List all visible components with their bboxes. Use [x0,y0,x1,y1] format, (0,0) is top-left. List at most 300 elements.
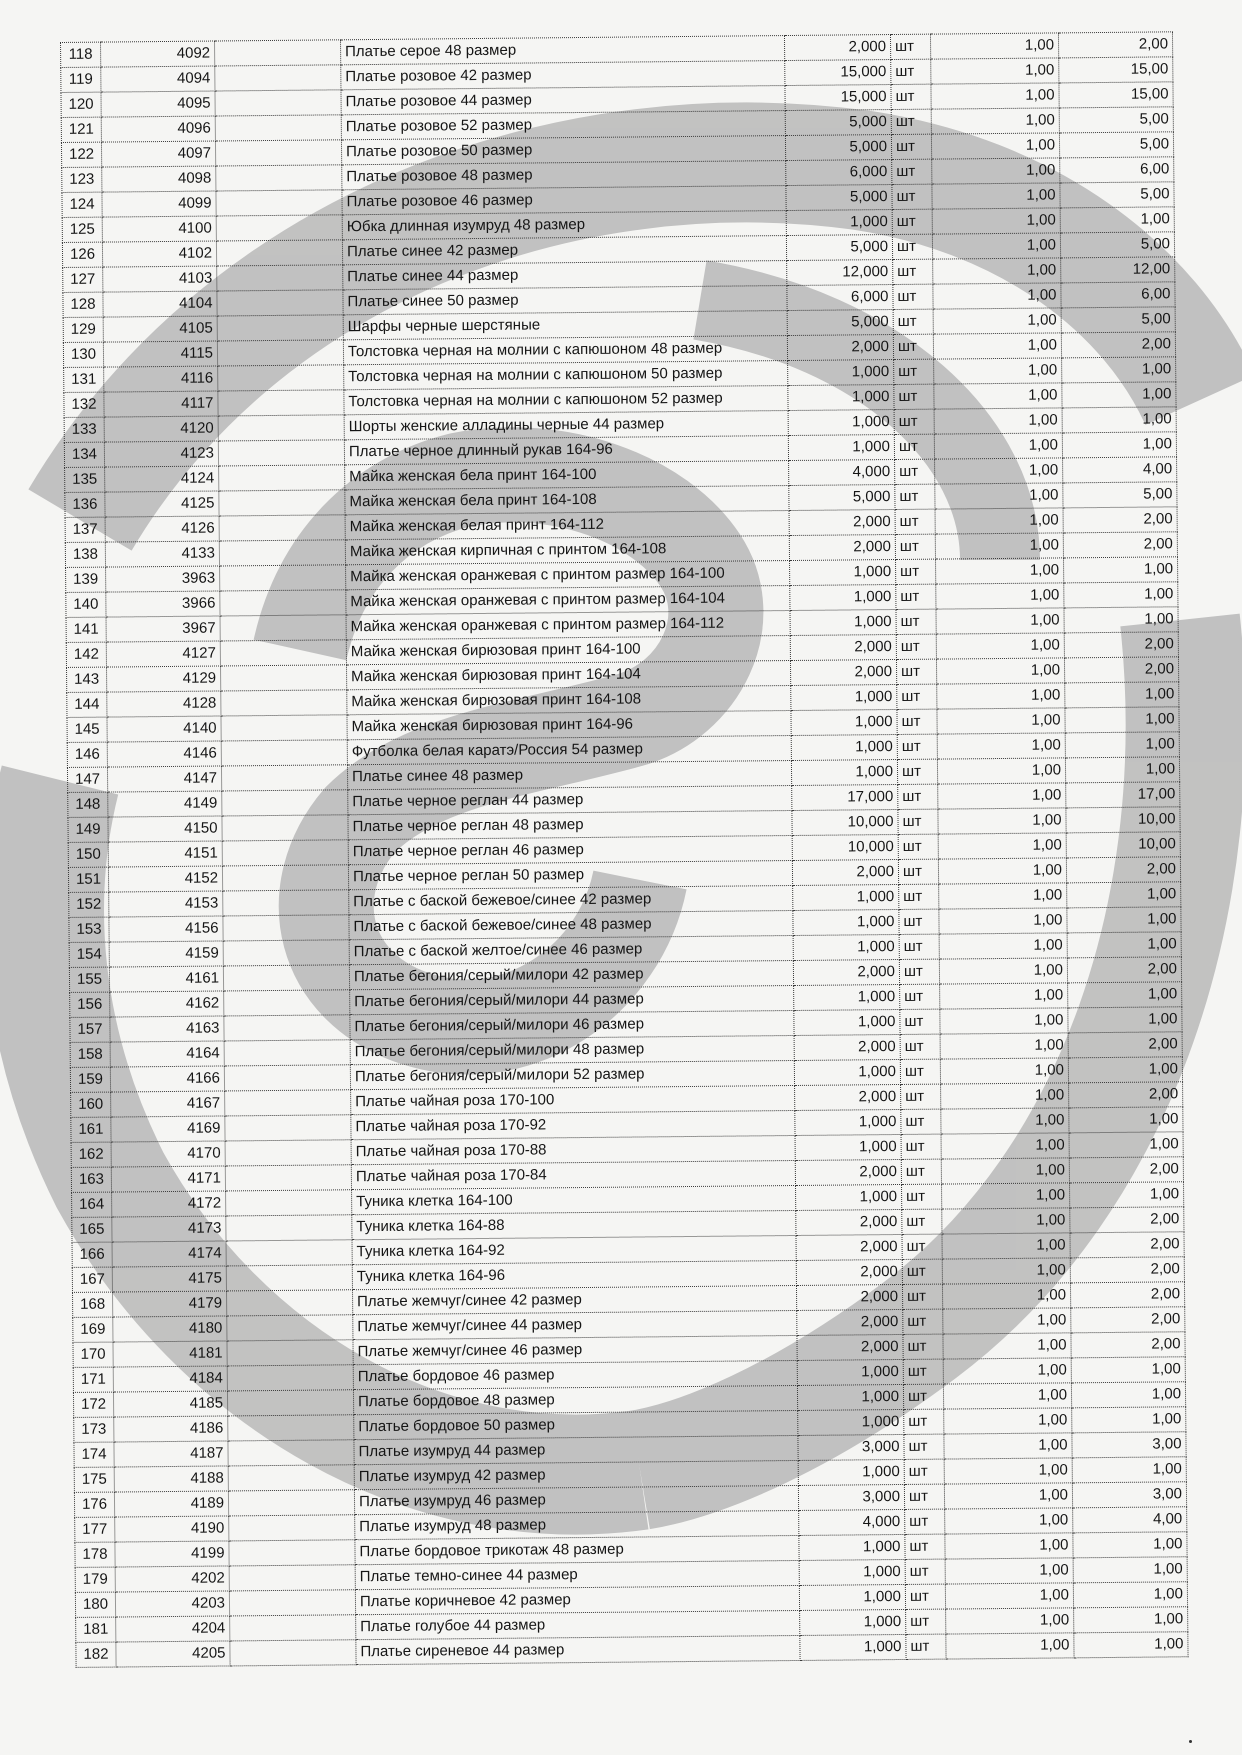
empty-cell [221,715,347,741]
price-cell: 1,00 [938,833,1066,859]
item-name-cell: Платье с баской бежевое/синее 42 размер [349,886,793,915]
price-cell: 1,00 [937,733,1065,759]
item-code-cell: 4169 [111,1116,225,1142]
price-cell: 1,00 [938,808,1066,834]
item-name-cell: Платье розовое 52 размер [341,111,785,140]
empty-cell [217,315,343,341]
unit-cell: шт [893,334,933,359]
price-cell: 1,00 [946,1633,1074,1659]
empty-cell [220,665,346,691]
sum-cell: 2,00 [1063,532,1177,558]
sum-cell: 5,00 [1059,107,1173,133]
empty-cell [222,790,348,816]
unit-cell: шт [904,1434,944,1459]
sum-cell: 1,00 [1062,357,1176,383]
price-cell: 1,00 [933,308,1061,334]
unit-cell: шт [904,1484,944,1509]
empty-cell [221,740,347,766]
sum-cell: 1,00 [1062,407,1176,433]
unit-cell: шт [899,959,939,984]
row-number-cell: 172 [73,1392,113,1417]
empty-cell [220,615,346,641]
unit-cell: шт [901,1084,941,1109]
unit-cell: шт [900,1059,940,1084]
empty-cell [225,1115,351,1141]
empty-cell [216,190,342,216]
price-cell: 1,00 [935,483,1063,509]
item-code-cell: 4105 [103,316,217,342]
price-cell: 1,00 [932,158,1060,184]
empty-cell [227,1365,353,1391]
row-number-cell: 147 [67,767,107,792]
row-number-cell: 129 [63,317,103,342]
unit-cell: шт [891,84,931,109]
quantity-cell: 2,000 [790,659,896,685]
sum-cell: 2,00 [1070,1282,1184,1308]
quantity-cell: 2,000 [796,1284,902,1310]
quantity-cell: 1,000 [793,934,899,960]
row-number-cell: 158 [70,1042,110,1067]
quantity-cell: 1,000 [794,1009,900,1035]
item-name-cell: Майка женская бела принт 164-108 [345,486,789,515]
row-number-cell: 137 [65,517,105,542]
unit-cell: шт [898,809,938,834]
empty-cell [229,1540,355,1566]
quantity-cell: 1,000 [788,410,894,436]
quantity-cell: 5,000 [785,110,891,136]
unit-cell: шт [903,1309,943,1334]
unit-cell: шт [891,59,931,84]
row-number-cell: 150 [68,842,108,867]
empty-cell [226,1290,352,1316]
quantity-cell: 5,000 [786,185,892,211]
row-number-cell: 169 [73,1317,113,1342]
row-number-cell: 175 [74,1467,114,1492]
price-cell: 1,00 [938,783,1066,809]
item-name-cell: Платье бордовое 48 размер [353,1385,797,1414]
price-cell: 1,00 [939,958,1067,984]
row-number-cell: 171 [73,1367,113,1392]
empty-cell [227,1340,353,1366]
item-name-cell: Платье бордовое трикотаж 48 размер [355,1535,799,1564]
sum-cell: 2,00 [1068,1032,1182,1058]
unit-cell: шт [894,409,934,434]
empty-cell [219,515,345,541]
sum-cell: 1,00 [1073,1557,1187,1583]
item-name-cell: Платье чайная роза 170-84 [351,1160,795,1189]
sum-cell: 1,00 [1063,557,1177,583]
row-number-cell: 138 [65,542,105,567]
item-code-cell: 4103 [103,266,217,292]
unit-cell: шт [903,1359,943,1384]
row-number-cell: 154 [69,942,109,967]
price-cell: 1,00 [937,708,1065,734]
quantity-cell: 2,000 [784,35,890,61]
unit-cell: шт [897,759,937,784]
item-name-cell: Платье изумруд 42 размер [354,1460,798,1489]
row-number-cell: 126 [62,242,102,267]
item-code-cell: 4163 [110,1016,224,1042]
empty-cell [220,590,346,616]
sum-cell: 1,00 [1072,1457,1186,1483]
item-name-cell: Туника клетка 164-100 [352,1185,796,1214]
unit-cell: шт [900,984,940,1009]
item-name-cell: Майка женская бирюзовая принт 164-96 [347,711,791,740]
item-code-cell: 4140 [107,716,221,742]
quantity-cell: 2,000 [797,1334,903,1360]
quantity-cell: 2,000 [796,1259,902,1285]
sum-cell: 5,00 [1060,232,1174,258]
empty-cell [228,1490,354,1516]
empty-cell [228,1440,354,1466]
unit-cell: шт [892,184,932,209]
item-name-cell: Юбка длинная изумруд 48 размер [342,211,786,240]
item-name-cell: Платье изумруд 48 размер [355,1510,799,1539]
unit-cell: шт [906,1634,946,1659]
unit-cell: шт [894,434,934,459]
item-name-cell: Платье черное реглан 50 размер [348,861,792,890]
item-name-cell: Платье чайная роза 170-92 [351,1110,795,1139]
unit-cell: шт [892,234,932,259]
sum-cell: 5,00 [1063,482,1177,508]
empty-cell [217,340,343,366]
row-number-cell: 140 [66,592,106,617]
item-code-cell: 4166 [110,1066,224,1092]
item-code-cell: 4170 [111,1141,225,1167]
empty-cell [223,915,349,941]
item-code-cell: 4180 [113,1316,227,1342]
price-cell: 1,00 [944,1433,1072,1459]
row-number-cell: 170 [73,1342,113,1367]
empty-cell [225,1140,351,1166]
quantity-cell: 1,000 [800,1609,906,1635]
item-code-cell: 4125 [105,491,219,517]
sum-cell: 2,00 [1069,1082,1183,1108]
item-code-cell: 4120 [104,416,218,442]
price-cell: 1,00 [938,858,1066,884]
sum-cell: 2,00 [1071,1332,1185,1358]
item-code-cell: 4171 [111,1166,225,1192]
item-code-cell: 4100 [102,216,216,242]
quantity-cell: 2,000 [794,1034,900,1060]
quantity-cell: 2,000 [795,1159,901,1185]
empty-cell [226,1265,352,1291]
price-cell: 1,00 [936,558,1064,584]
item-name-cell: Платье розовое 46 размер [342,186,786,215]
quantity-cell: 2,000 [789,535,895,561]
item-code-cell: 4186 [114,1416,228,1442]
empty-cell [215,65,341,91]
empty-cell [215,115,341,141]
item-code-cell: 4124 [105,466,219,492]
empty-cell [219,540,345,566]
price-cell: 1,00 [935,508,1063,534]
quantity-cell: 2,000 [787,335,893,361]
item-code-cell: 4092 [101,41,215,67]
price-cell: 1,00 [943,1308,1071,1334]
sum-cell: 1,00 [1062,432,1176,458]
item-code-cell: 4123 [104,441,218,467]
sum-cell: 2,00 [1070,1257,1184,1283]
price-cell: 1,00 [933,258,1061,284]
unit-cell: шт [892,209,932,234]
empty-cell [223,940,349,966]
row-number-cell: 128 [63,292,103,317]
row-number-cell: 167 [72,1267,112,1292]
sum-cell: 6,00 [1061,282,1175,308]
item-code-cell: 4179 [113,1291,227,1317]
sum-cell: 1,00 [1072,1407,1186,1433]
item-code-cell: 4174 [112,1241,226,1267]
unit-cell: шт [904,1409,944,1434]
unit-cell: шт [897,709,937,734]
item-name-cell: Платье розовое 48 размер [342,161,786,190]
unit-cell: шт [898,834,938,859]
item-code-cell: 3966 [106,591,220,617]
sum-cell: 5,00 [1059,132,1173,158]
unit-cell: шт [896,584,936,609]
price-cell: 1,00 [932,208,1060,234]
item-name-cell: Майка женская оранжевая с принтом размер 164-100 [346,561,790,590]
price-cell: 1,00 [943,1358,1071,1384]
price-cell: 1,00 [943,1383,1071,1409]
empty-cell [218,390,344,416]
item-code-cell: 4172 [112,1191,226,1217]
quantity-cell: 10,000 [792,809,898,835]
row-number-cell: 173 [74,1417,114,1442]
item-name-cell: Майка женская бирюзовая принт 164-104 [346,661,790,690]
item-code-cell: 4127 [106,641,220,667]
empty-cell [228,1465,354,1491]
row-number-cell: 122 [61,142,101,167]
unit-cell: шт [891,109,931,134]
unit-cell: шт [896,634,936,659]
price-cell: 1,00 [944,1408,1072,1434]
row-number-cell: 139 [66,567,106,592]
sum-cell: 6,00 [1060,157,1174,183]
row-number-cell: 179 [75,1567,115,1592]
price-cell: 1,00 [937,758,1065,784]
quantity-cell: 1,000 [786,210,892,236]
quantity-cell: 17,000 [792,784,898,810]
quantity-cell: 1,000 [794,984,900,1010]
item-name-cell: Платье бордовое 50 размер [354,1410,798,1439]
price-cell: 1,00 [936,658,1064,684]
price-cell: 1,00 [935,458,1063,484]
item-name-cell: Туника клетка 164-92 [352,1235,796,1264]
item-name-cell: Платье бордовое 46 размер [353,1360,797,1389]
row-number-cell: 146 [67,742,107,767]
row-number-cell: 143 [67,667,107,692]
quantity-cell: 1,000 [791,734,897,760]
item-name-cell: Платье темно-синее 44 размер [355,1560,799,1589]
row-number-cell: 142 [66,642,106,667]
empty-cell [224,1065,350,1091]
quantity-cell: 15,000 [785,60,891,86]
empty-cell [229,1565,355,1591]
item-name-cell: Майка женская кирпичная с принтом 164-108 [345,536,789,565]
quantity-cell: 1,000 [798,1409,904,1435]
empty-cell [224,990,350,1016]
row-number-cell: 135 [65,467,105,492]
item-code-cell: 4149 [108,791,222,817]
sum-cell: 4,00 [1063,457,1177,483]
unit-cell: шт [893,309,933,334]
empty-cell [226,1215,352,1241]
item-name-cell: Майка женская оранжевая с принтом размер 164-112 [346,611,790,640]
sum-cell: 1,00 [1065,707,1179,733]
item-code-cell: 4173 [112,1216,226,1242]
empty-cell [228,1415,354,1441]
sum-cell: 1,00 [1060,207,1174,233]
empty-cell [215,90,341,116]
unit-cell: шт [893,284,933,309]
price-cell: 1,00 [933,283,1061,309]
item-code-cell: 4095 [101,91,215,117]
item-code-cell: 4096 [101,116,215,142]
sum-cell: 3,00 [1072,1482,1186,1508]
sum-cell: 1,00 [1067,907,1181,933]
row-number-cell: 152 [69,892,109,917]
empty-cell [230,1615,356,1641]
unit-cell: шт [890,34,930,59]
quantity-cell: 1,000 [788,435,894,461]
row-number-cell: 149 [68,817,108,842]
empty-cell [220,565,346,591]
empty-cell [219,490,345,516]
unit-cell: шт [902,1259,942,1284]
price-cell: 1,00 [937,683,1065,709]
unit-cell: шт [905,1584,945,1609]
unit-cell: шт [898,859,938,884]
item-name-cell: Платье чайная роза 170-100 [351,1085,795,1114]
row-number-cell: 123 [62,167,102,192]
quantity-cell: 5,000 [789,485,895,511]
quantity-cell: 2,000 [796,1209,902,1235]
item-name-cell: Платье жемчуг/синее 44 размер [353,1310,797,1339]
sum-cell: 1,00 [1069,1132,1183,1158]
item-name-cell: Шарфы черные шерстяные [343,311,787,340]
item-name-cell: Платье синее 44 размер [343,261,787,290]
empty-cell [216,165,342,191]
item-code-cell: 4190 [115,1516,229,1542]
row-number-cell: 166 [72,1242,112,1267]
price-cell: 1,00 [930,33,1058,59]
item-code-cell: 4175 [112,1266,226,1292]
row-number-cell: 165 [72,1217,112,1242]
sum-cell: 2,00 [1070,1207,1184,1233]
row-number-cell: 153 [69,917,109,942]
item-code-cell: 4097 [101,141,215,167]
item-name-cell: Шорты женские алладины черные 44 размер [344,411,788,440]
empty-cell [230,1640,356,1666]
empty-cell [224,1015,350,1041]
price-cell: 1,00 [942,1258,1070,1284]
item-name-cell: Платье бегония/серый/милори 44 размер [350,986,794,1015]
empty-cell [217,265,343,291]
empty-cell [220,640,346,666]
item-name-cell: Платье голубое 44 размер [356,1610,800,1639]
quantity-cell: 1,000 [797,1384,903,1410]
row-number-cell: 162 [71,1142,111,1167]
row-number-cell: 155 [69,967,109,992]
item-code-cell: 4153 [109,891,223,917]
row-number-cell: 120 [61,92,101,117]
quantity-cell: 1,000 [790,560,896,586]
empty-cell [218,440,344,466]
unit-cell: шт [895,484,935,509]
item-code-cell: 4205 [116,1641,230,1667]
quantity-cell: 10,000 [792,834,898,860]
quantity-cell: 2,000 [790,635,896,661]
item-code-cell: 4128 [107,691,221,717]
price-cell: 1,00 [939,933,1067,959]
item-name-cell: Платье чайная роза 170-88 [351,1135,795,1164]
row-number-cell: 168 [73,1292,113,1317]
quantity-cell: 1,000 [791,684,897,710]
item-code-cell: 3967 [106,616,220,642]
empty-cell [226,1190,352,1216]
item-code-cell: 4115 [103,341,217,367]
item-code-cell: 4102 [102,241,216,267]
quantity-cell: 1,000 [799,1534,905,1560]
item-name-cell: Платье жемчуг/синее 46 размер [353,1335,797,1364]
price-cell: 1,00 [945,1583,1073,1609]
unit-cell: шт [899,884,939,909]
unit-cell: шт [904,1459,944,1484]
row-number-cell: 159 [70,1067,110,1092]
item-name-cell: Платье розовое 44 размер [341,86,785,115]
sum-cell: 1,00 [1064,607,1178,633]
sum-cell: 3,00 [1072,1432,1186,1458]
quantity-cell: 1,000 [799,1584,905,1610]
price-cell: 1,00 [941,1083,1069,1109]
item-name-cell: Платье розовое 50 размер [341,136,785,165]
item-code-cell: 4164 [110,1041,224,1067]
unit-cell: шт [900,1034,940,1059]
item-name-cell: Платье черное реглан 44 размер [348,786,792,815]
sum-cell: 1,00 [1068,982,1182,1008]
sum-cell: 2,00 [1058,32,1172,58]
row-number-cell: 157 [70,1017,110,1042]
price-cell: 1,00 [936,583,1064,609]
unit-cell: шт [905,1509,945,1534]
unit-cell: шт [892,159,932,184]
row-number-cell: 136 [65,492,105,517]
quantity-cell: 1,000 [800,1634,906,1660]
row-number-cell: 176 [74,1492,114,1517]
quantity-cell: 2,000 [797,1309,903,1335]
unit-cell: шт [899,934,939,959]
row-number-cell: 134 [64,442,104,467]
item-code-cell: 4199 [115,1541,229,1567]
item-code-cell: 4203 [115,1591,229,1617]
item-name-cell: Платье розовое 42 размер [341,61,785,90]
price-cell: 1,00 [942,1233,1070,1259]
sum-cell: 1,00 [1064,582,1178,608]
sum-cell: 2,00 [1064,657,1178,683]
sum-cell: 1,00 [1068,1007,1182,1033]
item-name-cell: Платье бегония/серый/милори 52 размер [350,1060,794,1089]
quantity-cell: 5,000 [787,310,893,336]
row-number-cell: 151 [68,867,108,892]
price-cell: 1,00 [946,1608,1074,1634]
item-code-cell: 4099 [102,191,216,217]
price-cell: 1,00 [941,1158,1069,1184]
table-body [61,32,1189,1668]
row-number-cell: 119 [61,67,101,92]
sum-cell: 1,00 [1068,1057,1182,1083]
